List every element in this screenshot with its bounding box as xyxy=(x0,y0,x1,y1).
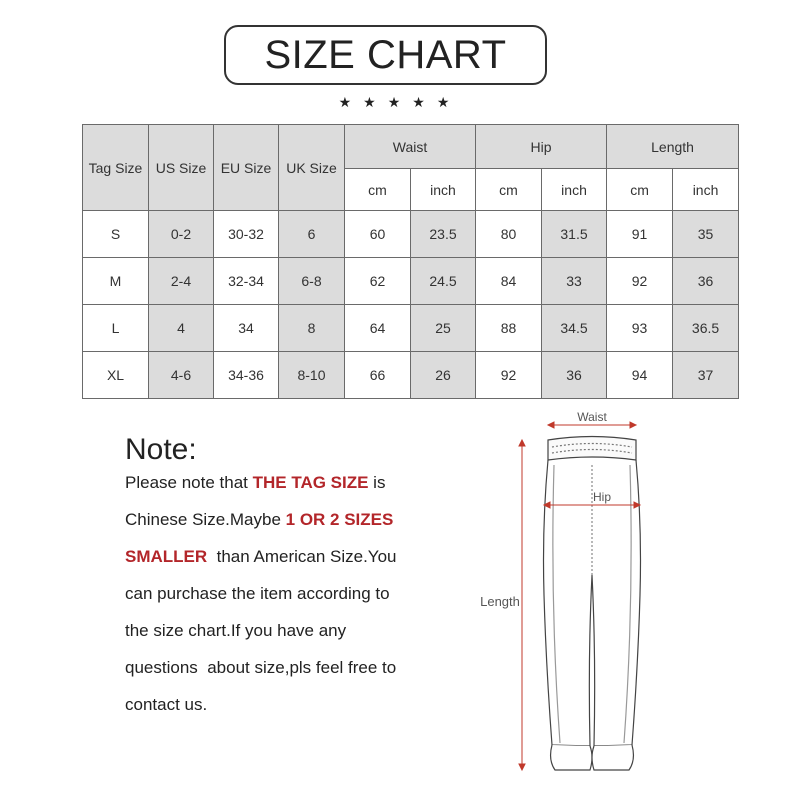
length-label: Length xyxy=(480,594,520,609)
table-cell: M xyxy=(83,258,149,305)
note-line-4: can purchase the item according to xyxy=(125,584,390,603)
table-row xyxy=(83,352,739,399)
note-highlight: 1 OR 2 SIZES xyxy=(285,510,394,529)
table-cell: 34-36 xyxy=(214,352,279,399)
table-cell: 6 xyxy=(279,211,345,258)
size-chart-title: SIZE CHART xyxy=(224,25,547,85)
note-line-2 xyxy=(125,510,393,530)
subheader-hip-cm: cm xyxy=(476,169,542,211)
note-text: is xyxy=(368,473,386,492)
table-cell: 92 xyxy=(607,258,673,305)
table-cell: 31.5 xyxy=(542,211,607,258)
measurement-lines xyxy=(519,422,640,770)
table-cell: 94 xyxy=(607,352,673,399)
note-text: Chinese Size.Maybe xyxy=(125,510,286,529)
subheader-waist-cm: cm xyxy=(345,169,411,211)
table-cell: 91 xyxy=(607,211,673,258)
table-cell: 24.5 xyxy=(411,258,476,305)
note-line-1 xyxy=(125,473,385,493)
subheader-waist-inch: inch xyxy=(411,169,476,211)
note-text: than American Size.You xyxy=(207,547,397,566)
hip-label: Hip xyxy=(592,490,612,504)
table-cell: 34 xyxy=(214,305,279,352)
header-us-size: US Size xyxy=(149,125,214,211)
table-cell: 66 xyxy=(345,352,411,399)
table-cell: 4 xyxy=(149,305,214,352)
table-cell: 0-2 xyxy=(149,211,214,258)
table-cell: L xyxy=(83,305,149,352)
note-line-5: the size chart.If you have any xyxy=(125,621,347,640)
subheader-hip-inch: inch xyxy=(542,169,607,211)
header-length: Length xyxy=(607,125,739,169)
table-cell: 62 xyxy=(345,258,411,305)
note-line-7: contact us. xyxy=(125,695,208,714)
pants-diagram xyxy=(460,405,790,795)
table-cell: 4-6 xyxy=(149,352,214,399)
table-cell: 30-32 xyxy=(214,211,279,258)
table-cell: 80 xyxy=(476,211,542,258)
table-cell: 33 xyxy=(542,258,607,305)
header-waist: Waist xyxy=(345,125,476,169)
table-cell: 93 xyxy=(607,305,673,352)
table-row xyxy=(83,258,739,305)
header-uk-size: UK Size xyxy=(279,125,345,211)
table-cell: 8-10 xyxy=(279,352,345,399)
table-cell: 25 xyxy=(411,305,476,352)
note-highlight: THE TAG SIZE xyxy=(252,473,369,492)
table-cell: 92 xyxy=(476,352,542,399)
table-cell: 36.5 xyxy=(673,305,739,352)
table-cell: 34.5 xyxy=(542,305,607,352)
waist-label: Waist xyxy=(577,410,607,424)
table-cell: S xyxy=(83,211,149,258)
table-cell: 2-4 xyxy=(149,258,214,305)
size-chart-table xyxy=(82,124,739,399)
header-hip: Hip xyxy=(476,125,607,169)
table-cell: XL xyxy=(83,352,149,399)
header-eu-size: EU Size xyxy=(214,125,279,211)
table-row xyxy=(83,211,739,258)
table-cell: 64 xyxy=(345,305,411,352)
table-cell: 32-34 xyxy=(214,258,279,305)
note-highlight: SMALLER xyxy=(125,547,208,566)
note-heading: Note: xyxy=(125,433,197,466)
table-cell: 8 xyxy=(279,305,345,352)
table-row xyxy=(83,305,739,352)
table-cell: 23.5 xyxy=(411,211,476,258)
star-divider: ★★★★★ xyxy=(338,94,462,110)
header-tag-size: Tag Size xyxy=(83,125,149,211)
note-line-3 xyxy=(125,547,397,567)
table-cell: 60 xyxy=(345,211,411,258)
note-line-6: questions about size,pls feel free to xyxy=(125,658,397,677)
pants-outline xyxy=(544,460,641,770)
waistband-shape xyxy=(548,437,636,461)
table-cell: 37 xyxy=(673,352,739,399)
subheader-length-inch: inch xyxy=(673,169,739,211)
table-cell: 36 xyxy=(542,352,607,399)
note-text: Please note that xyxy=(125,473,253,492)
table-cell: 26 xyxy=(411,352,476,399)
table-cell: 88 xyxy=(476,305,542,352)
table-cell: 36 xyxy=(673,258,739,305)
table-cell: 35 xyxy=(673,211,739,258)
table-cell: 84 xyxy=(476,258,542,305)
table-cell: 6-8 xyxy=(279,258,345,305)
subheader-length-cm: cm xyxy=(607,169,673,211)
